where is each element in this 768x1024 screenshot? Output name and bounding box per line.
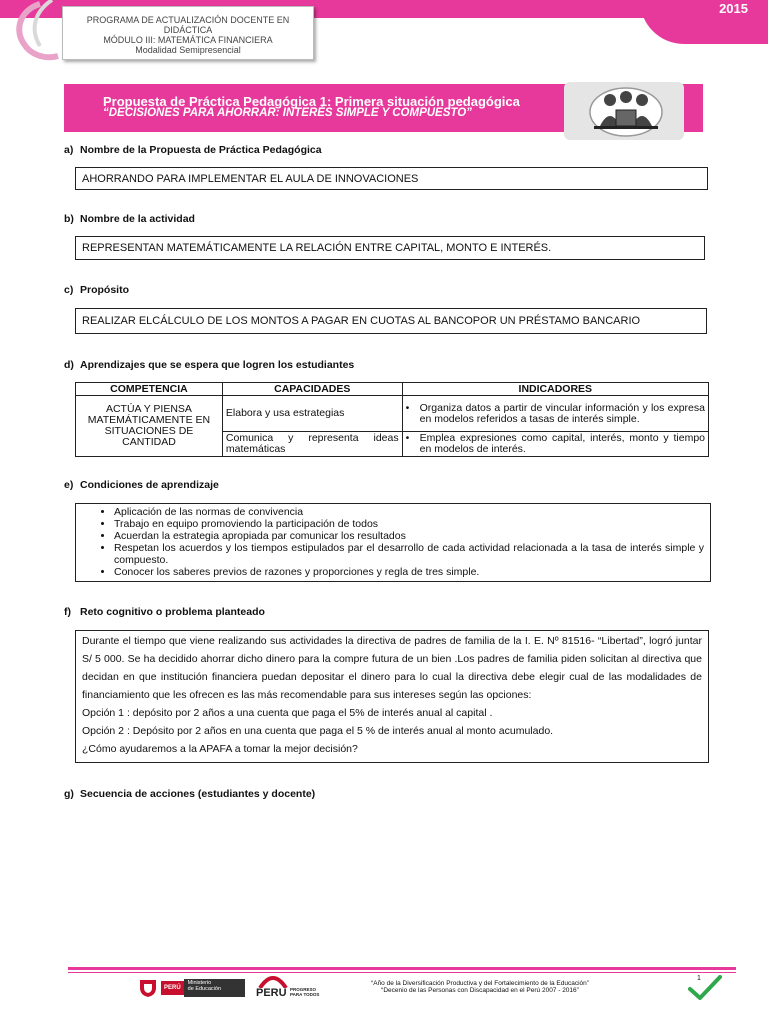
purpose-box: REALIZAR ELCÁLCULO DE LOS MONTOS A PAGAR EN CUOTAS AL BANCOPOR UN PRÉSTAMO BANCARIO bbox=[75, 308, 707, 334]
capacidad-cell: Comunica y representa ideas matemáticas bbox=[222, 432, 402, 457]
section-e-heading: e) Condiciones de aprendizaje bbox=[64, 479, 219, 491]
peru-label: PERÚ bbox=[161, 981, 184, 995]
progreso-text: PROGRESO PARA TODOS bbox=[290, 987, 320, 997]
list-item: • Aplicación de las normas de convivencia bbox=[114, 506, 704, 518]
section-a-heading: a) Nombre de la Propuesta de Práctica Pedagógica bbox=[64, 144, 322, 156]
indicador-cell: • Organiza datos a partir de vincular información y los expresa en modelos referidos a tasas de interés simple. bbox=[402, 396, 708, 432]
program-line-4: Modalidad Semipresencial bbox=[135, 45, 241, 55]
competency-table bbox=[75, 382, 709, 457]
header-capacidades: CAPACIDADES bbox=[222, 383, 402, 396]
header-wave bbox=[640, 0, 768, 44]
banner-title: Propuesta de Práctica Pedagógica 1: Primera situación pedagógica bbox=[103, 94, 520, 109]
footer-motto: “Año de la Diversificación Productiva y del Fortalecimiento de la Educación” “Decenio de las Personas con Discapacidad en el Perú 2007 - 2016” bbox=[371, 980, 589, 994]
year-label: 2015 bbox=[719, 1, 748, 16]
section-g-heading: g) Secuencia de acciones (estudiantes y docente) bbox=[64, 788, 316, 800]
program-line-3: MÓDULO III: MATEMÁTICA FINANCIERA bbox=[103, 35, 273, 45]
section-b-heading: b) Nombre de la actividad bbox=[64, 213, 195, 225]
page-number: 1 bbox=[697, 975, 701, 982]
proposal-name-box: AHORRANDO PARA IMPLEMENTAR EL AULA DE INNOVACIONES bbox=[75, 167, 708, 190]
challenge-paragraph: Durante el tiempo que viene realizando sus actividades la directiva de padres de familia de la I. E. Nº 81516- “Libertad”, logró juntar S/ 5 000. Se ha decidido ahorrar dicho dinero para la compre futura de un bien .Los padres de familia piden solicitan al directiva que decidan en que institución financiera puedan depositar el dinero para lo cual la directiva debe elegir cual de las modalidades de financiamiento que les ofrecen es las más recomendable para sus intereses según las opciones: bbox=[82, 635, 702, 701]
program-header-box bbox=[62, 6, 314, 60]
list-item: • Acuerdan la estrategia apropiada par comunicar los resultados bbox=[114, 530, 704, 542]
arc-logo-icon bbox=[258, 974, 288, 988]
swirl-logo-icon bbox=[0, 0, 60, 70]
challenge-option-1: Opción 1 : depósito por 2 años a una cuenta que paga el 5% de interés anual al capital . bbox=[82, 707, 493, 719]
competencia-cell: ACTÚA Y PIENSA MATEMÁTICAMENTE EN SITUACIONES DE CANTIDAD bbox=[76, 396, 223, 457]
header-indicadores: INDICADORES bbox=[402, 383, 708, 396]
footer-line-thin bbox=[68, 972, 736, 973]
section-d-heading: d) Aprendizajes que se espera que logren los estudiantes bbox=[64, 359, 355, 371]
list-item: • Respetan los acuerdos y los tiempos estipulados par el desarrollo de cada actividad relacionada a la tasa de interés simple y compuesto. bbox=[114, 542, 704, 566]
people-group-icon bbox=[564, 82, 684, 140]
header-competencia: COMPETENCIA bbox=[76, 383, 223, 396]
challenge-box bbox=[75, 630, 709, 763]
conditions-box bbox=[75, 503, 711, 582]
bullet-icon: • bbox=[405, 432, 410, 444]
peru-big-text: PERU bbox=[256, 987, 287, 999]
section-c-heading: c) Propósito bbox=[64, 284, 129, 296]
section-f-heading: f) Reto cognitivo o problema planteado bbox=[64, 606, 265, 618]
ministerio-label: Ministerio de Educación bbox=[184, 979, 245, 997]
table-header-row bbox=[76, 383, 709, 396]
peru-progreso-logo bbox=[256, 974, 326, 1002]
indicador-cell: • Emplea expresiones como capital, interés, monto y tiempo en modelos de interés. bbox=[402, 432, 708, 457]
shield-icon bbox=[137, 978, 159, 998]
table-row bbox=[76, 396, 709, 432]
bullet-icon: • bbox=[405, 401, 410, 414]
challenge-question: ¿Cómo ayudaremos a la APAFA a tomar la mejor decisión? bbox=[82, 743, 358, 755]
list-item: • Conocer los saberes previos de razones y proporciones y regla de tres simple. bbox=[114, 566, 704, 578]
group-badge bbox=[564, 82, 684, 140]
program-line-2: DIDÁCTICA bbox=[163, 25, 213, 35]
challenge-option-2: Opción 2 : Depósito por 2 años en una cuenta que paga el 5 % de interés anual al monto acumulado. bbox=[82, 725, 554, 737]
banner-subtitle: “DECISIONES PARA AHORRAR: INTERÉS SIMPLE Y COMPUESTO” bbox=[103, 107, 472, 119]
activity-name-box: REPRESENTAN MATEMÁTICAMENTE LA RELACIÓN ENTRE CAPITAL, MONTO E INTERÉS. bbox=[75, 236, 705, 260]
program-line-1: PROGRAMA DE ACTUALIZACIÓN DOCENTE EN bbox=[86, 15, 290, 25]
ministerio-logo bbox=[137, 978, 245, 998]
list-item: • Trabajo en equipo promoviendo la participación de todos bbox=[114, 518, 704, 530]
checkmark-icon bbox=[688, 975, 722, 1001]
footer-line bbox=[68, 967, 736, 970]
capacidad-cell: Elabora y usa estrategias bbox=[222, 396, 402, 432]
